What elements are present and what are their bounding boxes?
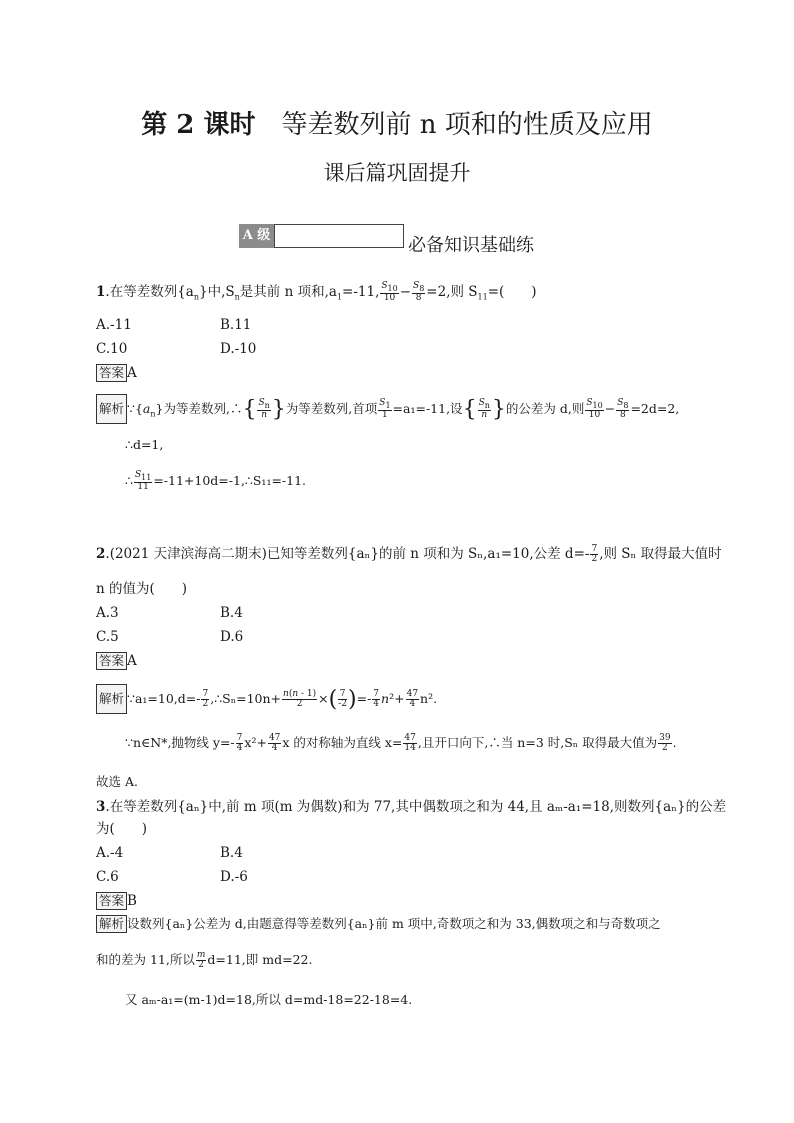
answer-label: 答案: [96, 892, 127, 910]
level-box: [274, 224, 404, 248]
level-tag: A 级: [239, 224, 274, 248]
q2-answer: [96, 652, 137, 670]
q3-analysis-line-3: 又 aₘ-a₁=(m-1)d=18,所以 d=md-18=22-18=4.: [125, 992, 413, 1007]
q3-option-c: C.6: [96, 869, 119, 885]
page-title: 第 2 课时 等差数列前 n 项和的性质及应用: [141, 110, 653, 140]
level-name: 必备知识基础练: [408, 235, 534, 256]
q2-analysis-line-2: ∵n∈N*,抛物线 y=- $\frac{7}{4}$ x²+ $\frac{47}{4}$ x 的对称轴为直线 x= $\frac{47}{14}$ ,且开口向下,∴当 n=3 时,Sₙ 取得最大值为 $\frac{39}{2}$ .: [125, 733, 677, 753]
q3-answer: [96, 892, 137, 910]
q2-answer-value: A: [127, 653, 137, 669]
question-2-stem-line-1: 2.(2021 天津滨海高二期末)已知等差数列{aₙ}的前 n 项和为 Sₙ,a₁=10,公差 d=- $\frac{7}{2}$ ,则 Sₙ 取得最大值时: [96, 544, 722, 564]
q1-answer: [96, 364, 137, 382]
page-subtitle: 课后篇巩固提升: [323, 161, 471, 185]
question-3-stem-line-2: 为( ): [96, 821, 148, 837]
answer-label: 答案: [96, 652, 127, 670]
question-1-stem: 1.在等差数列$\{a_n\}$中$,S_n$是其前 n 项和$,a_1=-11$, $\frac{S_{10}}{10}$ − $\frac{S_8}{8}$ =2,则 $S_{11}=$( ): [96, 281, 537, 303]
analysis-label: 解析: [96, 394, 127, 424]
q2-analysis-line-3: 故选 A.: [96, 774, 138, 789]
q3-option-a: A.-4: [96, 845, 124, 861]
q3-analysis-line-2: 和的差为 11,所以 $\frac{m}{2}$ d=11,即 md=22.: [96, 950, 313, 970]
analysis-label: 解析: [96, 684, 127, 714]
q3-answer-value: B: [127, 893, 137, 909]
question-3-stem-line-1: 3.在等差数列{aₙ}中,前 m 项(m 为偶数)和为 77,其中偶数项之和为 44,且 aₘ-a₁=18,则数列{aₙ}的公差: [96, 799, 727, 815]
q1-answer-value: A: [127, 365, 137, 381]
q3-option-d: D.-6: [220, 869, 248, 885]
q1-option-d: D.-10: [220, 341, 257, 357]
q1-option-c: C.10: [96, 341, 128, 357]
q1-option-b: B.11: [220, 317, 252, 333]
q2-option-d: D.6: [220, 629, 244, 645]
analysis-label: 解析: [96, 915, 127, 933]
q1-analysis-line-3: ∴ $\frac{S_{11}}{11}$ =-11+10d=-1,∴S₁₁=-11.: [125, 470, 307, 492]
q2-option-a: A.3: [96, 605, 119, 621]
answer-label: 答案: [96, 364, 127, 382]
question-2-stem-line-2: n 的值为( ): [96, 581, 188, 597]
q2-option-b: B.4: [220, 605, 243, 621]
q1-option-a: A.-11: [96, 317, 132, 333]
q3-analysis-line-1: 解析 设数列{aₙ}公差为 d,由题意得等差数列{aₙ}前 m 项中,奇数项之和为 33,偶数项之和与奇数项之: [96, 914, 661, 933]
q3-option-b: B.4: [220, 845, 243, 861]
q2-analysis-line-1: 解析 ∵a₁=10,d=- $\frac{7}{2}$ ,∴Sₙ=10n+ $\frac{n(n - 1)}{2}$ ×( $\frac{7}{-2}$ )=- $\frac{7}{4}$ n²+ $\frac{47}{4}$ n².: [96, 684, 437, 714]
q1-analysis-line-2: ∴d=1,: [125, 437, 164, 452]
q2-option-c: C.5: [96, 629, 119, 645]
q1-analysis-line-1: 解析 $\because\{a_n\}$为等差数列,∴{ $\frac{S_n}{n}$ }为等差数列,首项 $\frac{S_1}{1}$ =a₁=-11,设{ $\frac{S_n}{n}$ }的公差为 d,则 $\frac{S_{10}}{10}$ − $\frac{S_8}{8}$ =2d=2,: [96, 394, 679, 424]
